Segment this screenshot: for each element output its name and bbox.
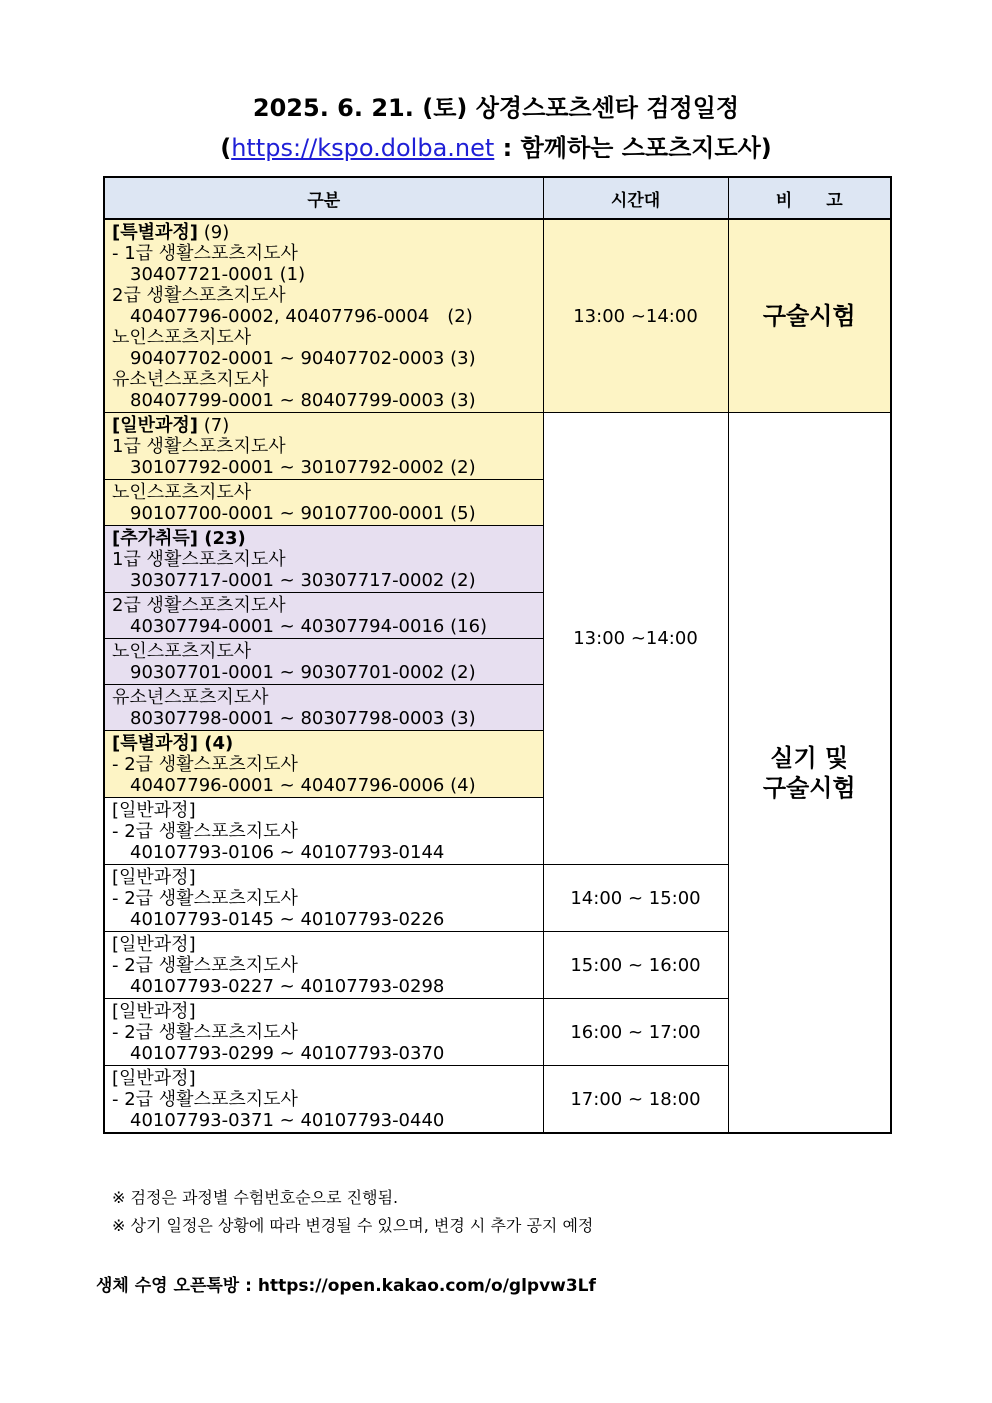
header-category: 구분	[104, 177, 543, 219]
row-category: 노인스포츠지도사 90307701-0001 ~ 90307701-0002 (2)	[104, 639, 543, 685]
row-time: 17:00 ~ 18:00	[543, 1066, 728, 1134]
remark-1: ※ 검정은 과정별 수험번호순으로 진행됨.	[112, 1188, 399, 1207]
subtitle-open: (	[220, 134, 232, 162]
row-category: [일반과정] - 2급 생활스포츠지도사 40107793-0145 ~ 40107793-0226	[104, 865, 543, 932]
schedule-table	[103, 176, 892, 1134]
group-note: 실기 및 구술시험	[728, 413, 891, 1134]
row-time: 13:00 ~14:00	[543, 219, 728, 413]
row-category: [특별과정] (9) - 1급 생활스포츠지도사 30407721-0001 (1) 2급 생활스포츠지도사 40407796-0002, 40407796-0004 (2) 노인스포츠지도사 90407702-0001 ~ 90407702-0003 (3) 유소년스포츠지도사 80407799-0001 ~ 80407799-0003 (3)	[104, 219, 543, 413]
header-note: 비 고	[728, 177, 891, 219]
subtitle-rest: : 함께하는 스포츠지도사)	[494, 134, 772, 162]
table-row	[104, 219, 891, 413]
remark-2: ※ 상기 일정은 상황에 따라 변경될 수 있으며, 변경 시 추가 공지 예정	[112, 1216, 594, 1235]
row-category: [일반과정] (7) 1급 생활스포츠지도사 30107792-0001 ~ 30107792-0002 (2)	[104, 413, 543, 480]
remarks	[112, 1184, 593, 1240]
kakao-open-chat-link[interactable]: 생체 수영 오픈톡방 : https://open.kakao.com/o/glpvw3Lf	[96, 1276, 596, 1296]
row-category: [일반과정] - 2급 생활스포츠지도사 40107793-0299 ~ 40107793-0370	[104, 999, 543, 1066]
row-category: [일반과정] - 2급 생활스포츠지도사 40107793-0106 ~ 40107793-0144	[104, 798, 543, 865]
table-row	[104, 413, 891, 480]
group-time: 13:00 ~14:00	[543, 413, 728, 865]
row-time: 16:00 ~ 17:00	[543, 999, 728, 1066]
row-category: 2급 생활스포츠지도사 40307794-0001 ~ 40307794-0016 (16)	[104, 593, 543, 639]
header-time: 시간대	[543, 177, 728, 219]
page-subtitle	[0, 128, 992, 163]
row-category: [추가취득] (23) 1급 생활스포츠지도사 30307717-0001 ~ 30307717-0002 (2)	[104, 526, 543, 593]
row-note: 구술시험	[728, 219, 891, 413]
kspo-link[interactable]: https://kspo.dolba.net	[231, 134, 495, 162]
row-time: 14:00 ~ 15:00	[543, 865, 728, 932]
page-title: 2025. 6. 21. (토) 상경스포츠센타 검정일정	[252, 94, 740, 122]
row-category: 유소년스포츠지도사 80307798-0001 ~ 80307798-0003 (3)	[104, 685, 543, 731]
row-category: [일반과정] - 2급 생활스포츠지도사 40107793-0371 ~ 40107793-0440	[104, 1066, 543, 1134]
table-header-row	[104, 177, 891, 219]
row-time: 15:00 ~ 16:00	[543, 932, 728, 999]
row-category: 노인스포츠지도사 90107700-0001 ~ 90107700-0001 (5)	[104, 480, 543, 526]
row-category: [특별과정] (4) - 2급 생활스포츠지도사 40407796-0001 ~ 40407796-0006 (4)	[104, 731, 543, 798]
row-category: [일반과정] - 2급 생활스포츠지도사 40107793-0227 ~ 40107793-0298	[104, 932, 543, 999]
